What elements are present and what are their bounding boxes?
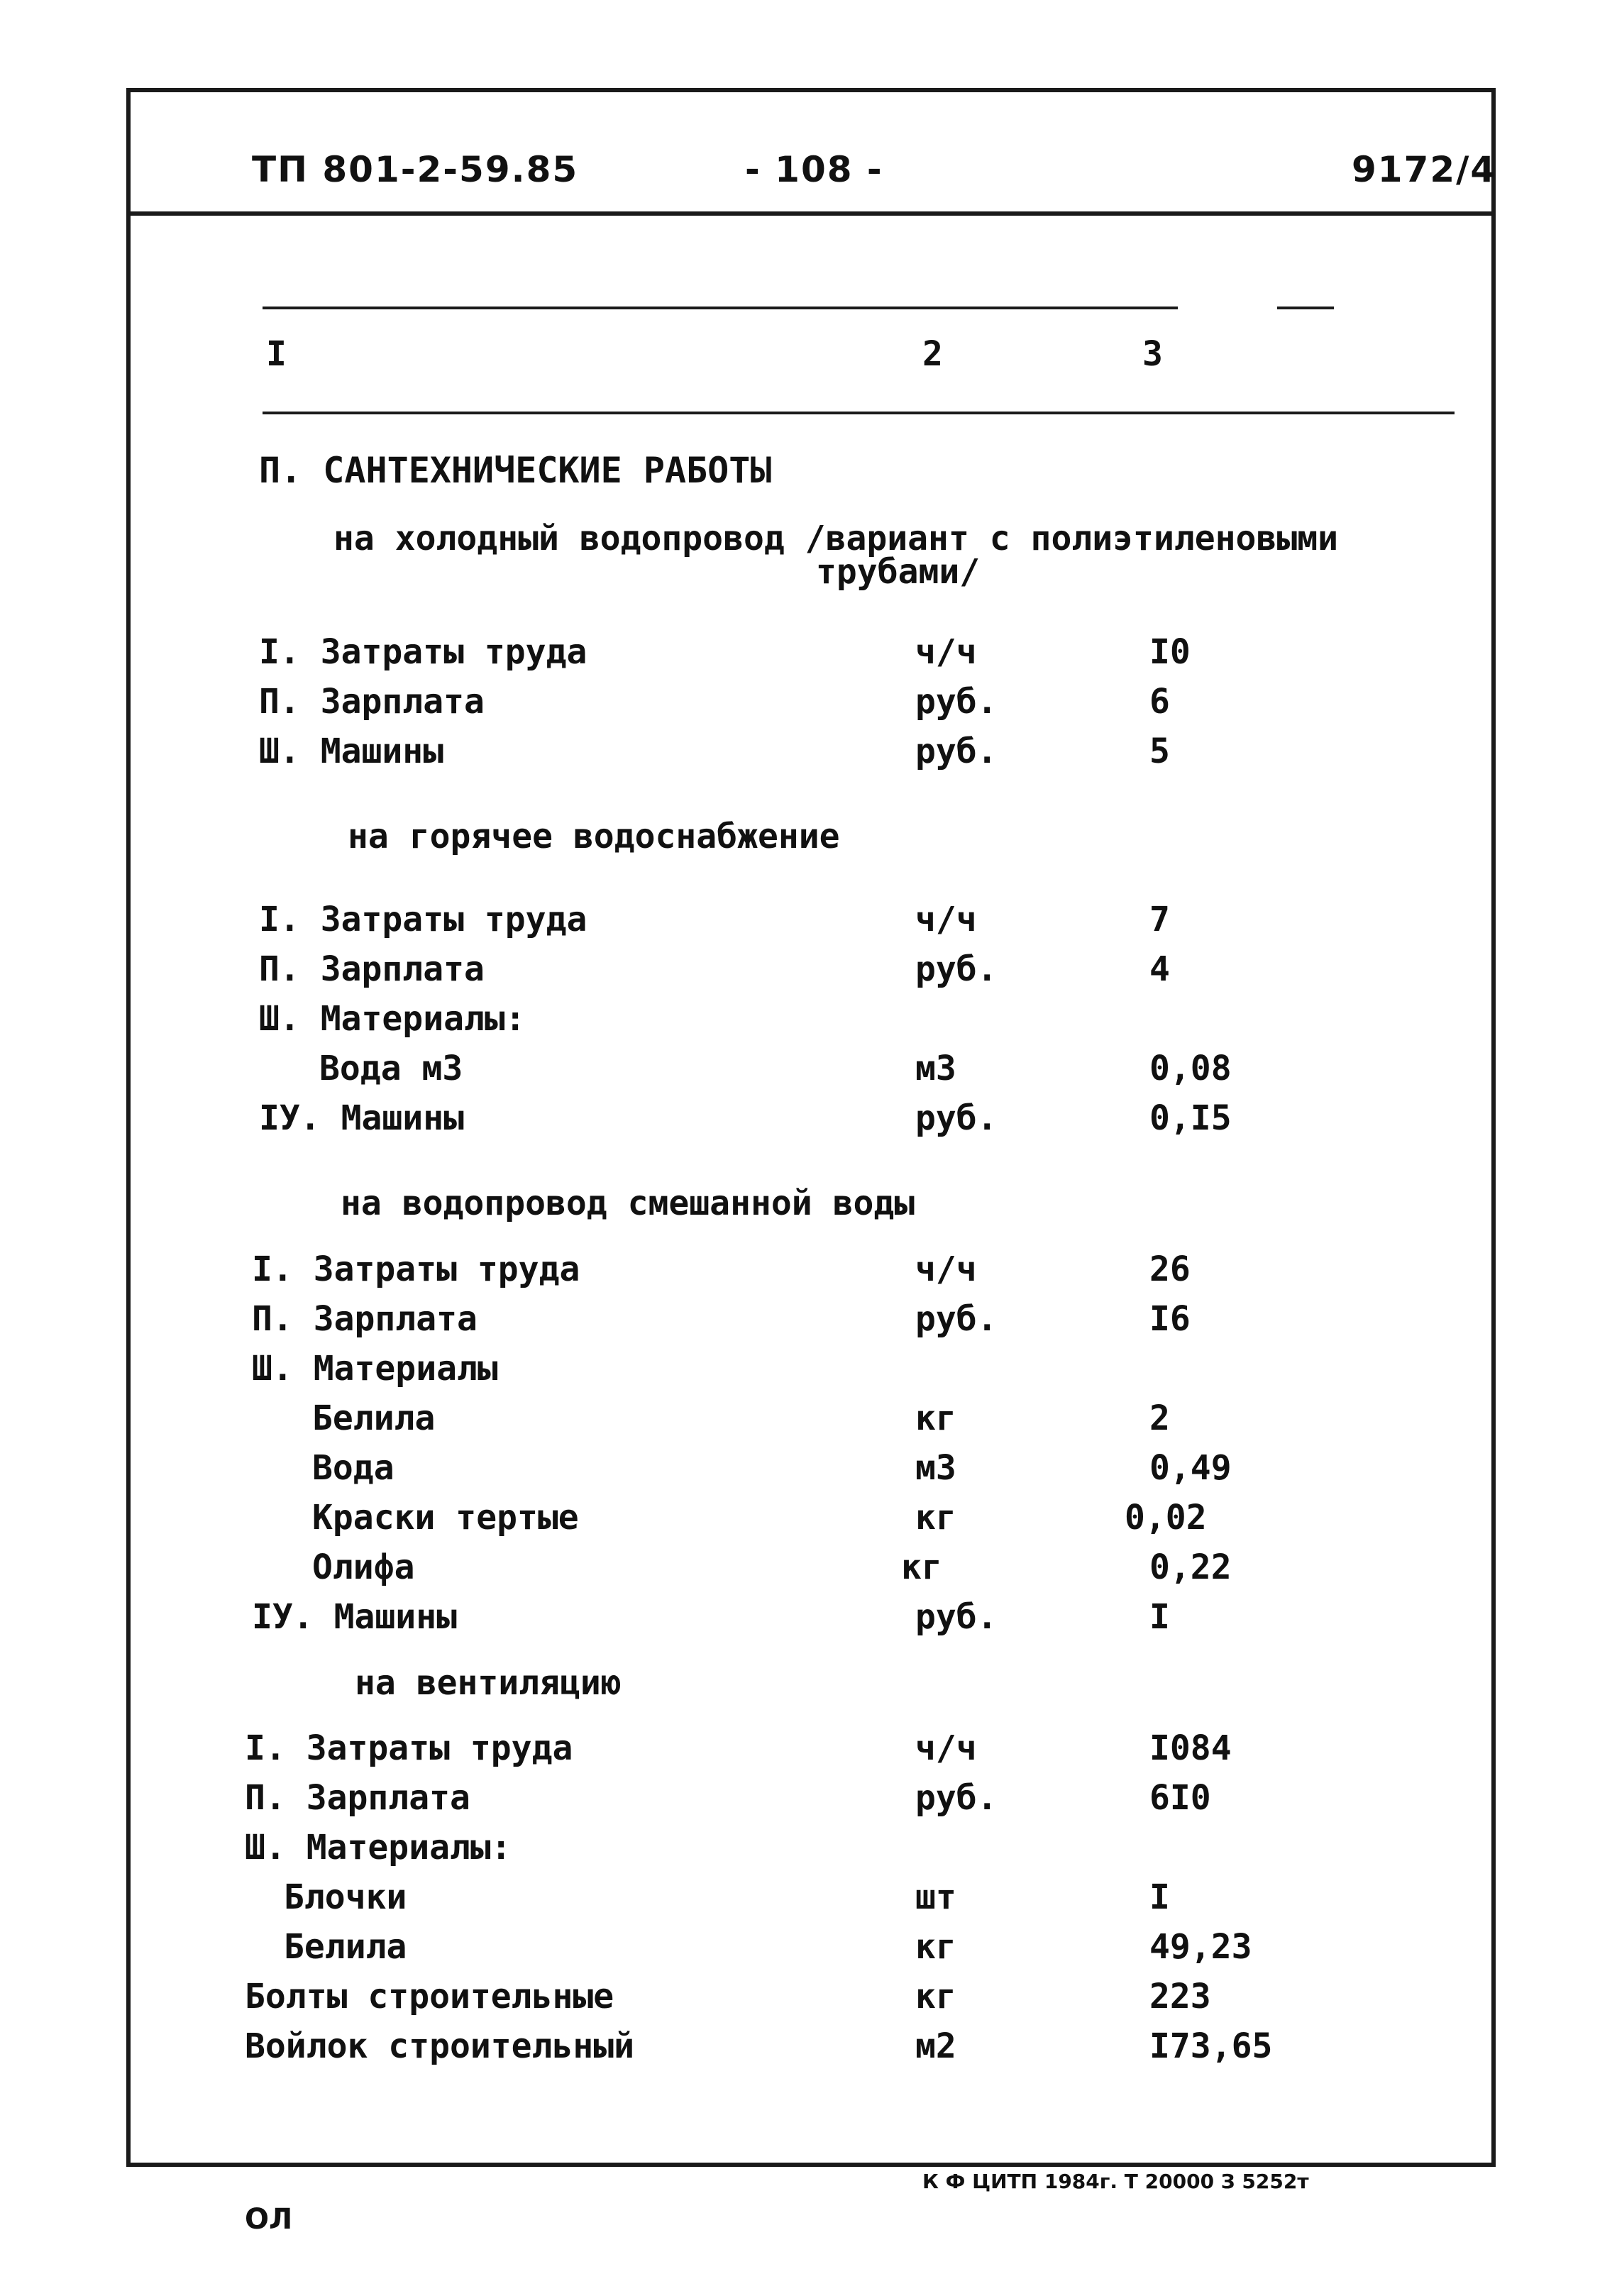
print-note: К Ф ЦИТП 1984г. Т 20000 З 5252т bbox=[922, 2170, 1309, 2193]
row-value: 0,08 bbox=[1149, 1049, 1232, 1088]
row-label: Ш. Машины bbox=[259, 732, 444, 771]
row-unit: ч/ч bbox=[915, 900, 977, 939]
row-value: 0,49 bbox=[1149, 1448, 1232, 1488]
row-label: I. Затраты труда bbox=[259, 900, 587, 939]
row-unit: м3 bbox=[915, 1448, 956, 1488]
row-label: Вода bbox=[312, 1448, 394, 1488]
row-label: I. Затраты труда bbox=[245, 1728, 573, 1768]
row-value: I084 bbox=[1149, 1728, 1232, 1768]
row-label: Белила bbox=[312, 1398, 436, 1438]
row-unit: руб. bbox=[915, 1597, 998, 1637]
row-value: 26 bbox=[1149, 1249, 1191, 1289]
row-value: 6 bbox=[1149, 682, 1170, 722]
row-label: I. Затраты труда bbox=[259, 632, 587, 672]
row-label: П. Зарплата bbox=[259, 682, 485, 722]
row-value: 0,02 bbox=[1125, 1498, 1207, 1538]
row-label: Олифа bbox=[312, 1547, 415, 1587]
block-title: на водопровод смешанной воды bbox=[341, 1183, 915, 1223]
header-divider bbox=[126, 211, 1496, 216]
section-title: П. САНТЕХНИЧЕСКИЕ РАБОТЫ bbox=[259, 450, 772, 491]
row-label: Вода м3 bbox=[319, 1049, 463, 1088]
row-label: Войлок строительный bbox=[245, 2026, 635, 2066]
row-label: Болты строительные bbox=[245, 1977, 614, 2016]
row-value: 6I0 bbox=[1149, 1778, 1211, 1818]
column-header-2: 2 bbox=[922, 334, 943, 374]
row-label: П. Зарплата bbox=[259, 949, 485, 989]
row-unit: кг bbox=[915, 1977, 956, 2016]
block-title: на горячее водоснабжение bbox=[348, 817, 840, 856]
row-unit: ч/ч bbox=[915, 1249, 977, 1289]
row-value: I73,65 bbox=[1149, 2026, 1273, 2066]
row-unit: кг bbox=[901, 1547, 942, 1587]
row-value: 0,22 bbox=[1149, 1547, 1232, 1587]
row-unit: руб. bbox=[915, 682, 998, 722]
row-unit: руб. bbox=[915, 1098, 998, 1138]
row-label: Блочки bbox=[284, 1877, 407, 1917]
row-label: Ш. Материалы: bbox=[259, 999, 526, 1039]
row-value: 223 bbox=[1149, 1977, 1211, 2016]
row-unit: ч/ч bbox=[915, 632, 977, 672]
row-value: I6 bbox=[1149, 1299, 1191, 1339]
row-label: IУ. Машины bbox=[259, 1098, 464, 1138]
row-label: Ш. Материалы bbox=[252, 1349, 498, 1389]
margin-mark bbox=[126, 1270, 131, 1710]
row-label: IУ. Машины bbox=[252, 1597, 457, 1637]
block-title-cont: трубами/ bbox=[816, 552, 981, 592]
column-header-3: 3 bbox=[1142, 334, 1163, 374]
table-top-rule-tail bbox=[1277, 307, 1334, 309]
row-unit: кг bbox=[915, 1498, 956, 1538]
row-value: I bbox=[1149, 1597, 1170, 1637]
row-label: Краски тертые bbox=[312, 1498, 579, 1538]
table-header-rule bbox=[263, 412, 1455, 414]
row-unit: руб. bbox=[915, 949, 998, 989]
row-unit: ч/ч bbox=[915, 1728, 977, 1768]
sheet-number: 9172/4 bbox=[1352, 149, 1497, 190]
row-unit: руб. bbox=[915, 1778, 998, 1818]
row-unit: кг bbox=[915, 1398, 956, 1438]
row-value: 0,I5 bbox=[1149, 1098, 1232, 1138]
doc-code: ТП 801-2-59.85 bbox=[252, 149, 579, 190]
row-value: 4 bbox=[1149, 949, 1170, 989]
row-value: 2 bbox=[1149, 1398, 1170, 1438]
row-value: I0 bbox=[1149, 632, 1191, 672]
row-value: 7 bbox=[1149, 900, 1170, 939]
row-value: I bbox=[1149, 1877, 1170, 1917]
block-title: на холодный водопровод /вариант с полиэтиленовыми bbox=[333, 519, 1339, 558]
block-title: на вентиляцию bbox=[355, 1663, 622, 1703]
column-header-1: I bbox=[266, 334, 287, 374]
row-value: 5 bbox=[1149, 732, 1170, 771]
row-unit: м2 bbox=[915, 2026, 956, 2066]
row-unit: м3 bbox=[915, 1049, 956, 1088]
row-unit: руб. bbox=[915, 732, 998, 771]
row-unit: кг bbox=[915, 1927, 956, 1967]
row-label: I. Затраты труда bbox=[252, 1249, 580, 1289]
row-value: 49,23 bbox=[1149, 1927, 1252, 1967]
row-label: Белила bbox=[284, 1927, 407, 1967]
row-label: Ш. Материалы: bbox=[245, 1828, 512, 1867]
page-number: - 108 - bbox=[745, 149, 883, 190]
row-unit: шт bbox=[915, 1877, 956, 1917]
row-label: П. Зарплата bbox=[252, 1299, 478, 1339]
row-unit: руб. bbox=[915, 1299, 998, 1339]
footer-mark: ОЛ bbox=[245, 2203, 293, 2236]
row-label: П. Зарплата bbox=[245, 1778, 470, 1818]
table-top-rule bbox=[263, 307, 1178, 309]
